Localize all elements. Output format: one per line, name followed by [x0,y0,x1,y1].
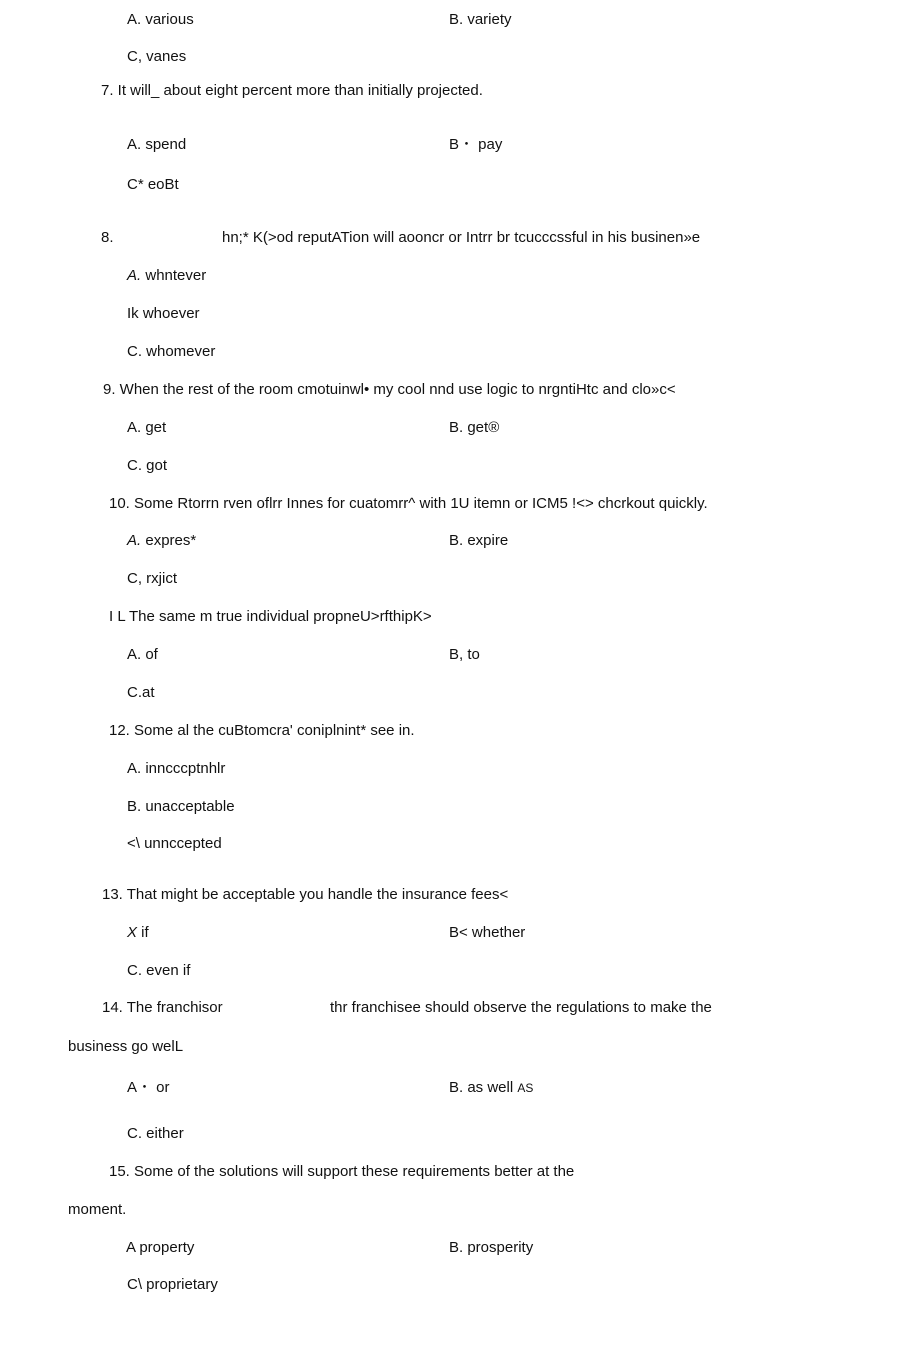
q14-option-b-main: B. as well [449,1079,518,1096]
q9-stem: 9. When the rest of the room cmotuinwl• my cool nnd use logic to nrgntiHtc and clo»c< [103,381,676,398]
q15-option-b: B. prosperity [449,1239,534,1256]
q6-option-c: C, vanes [127,48,187,65]
q6-option-b: B. variety [449,11,512,28]
q13-option-b: B< whether [449,924,526,941]
q7-option-a: A. spend [127,136,187,153]
q14-stem-part2: thr franchisee should observe the regulations to make the [330,999,712,1016]
q10-stem: 10. Some Rtorrn rven oflrr Innes for cuatomrr^ with 1U itemn or ICM5 !<> chcrkout quickly. [109,495,708,512]
q11-stem: I L The same m true individual propneU>rfthipK> [109,608,432,625]
q14-option-a: A・ or [127,1079,170,1096]
q6-option-a: A. various [127,11,194,28]
q11-option-b: B, to [449,646,480,663]
q9-option-c: C. got [127,457,168,474]
q12-option-a: A. inncccptnhlr [127,760,226,777]
q8-option-a-text: whntever [141,267,207,284]
q15-stem: 15. Some of the solutions will support these requirements better at the [109,1163,575,1180]
q7-option-c: C* eoBt [127,176,179,193]
q13-option-c: C. even if [127,962,191,979]
q14-stem-continuation: business go welL [68,1038,184,1055]
q10-option-c: C, rxjict [127,570,177,587]
q8-option-a-letter: A. [127,267,142,284]
q8-stem: hn;* K(>od reputATion will aooncr or Intrr br tcucccssful in his businen»e [222,229,701,246]
q9-option-a: A. get [127,419,167,436]
q10-option-a-text: expres* [141,532,197,549]
q14-stem-part1: 14. The franchisor [102,999,223,1016]
q11-option-a: A. of [127,646,158,663]
q8-number: 8. [101,229,114,246]
q14-option-c: C. either [127,1125,184,1142]
q10-option-a [127,532,196,550]
q11-option-c: C.at [127,684,155,701]
q8-option-b: Ik whoever [127,305,200,322]
q8-option-a [127,267,206,285]
q12-stem: 12. Some al the cuBtomcra' coniplnint* see in. [109,722,415,739]
q10-option-a-letter: A. [127,532,142,549]
q8-option-c: C. whomever [127,343,216,360]
q13-option-a-letter: X [127,924,138,941]
q15-option-a: A property [126,1239,195,1256]
q15-stem-continuation: moment. [68,1201,127,1218]
q9-option-b: B. get® [449,419,500,436]
q13-stem: 13. That might be acceptable you handle the insurance fees< [102,886,509,903]
q12-option-c: <\ unnccepted [127,835,222,852]
q13-option-a [127,924,149,942]
q15-option-c: C\ proprietary [127,1276,218,1293]
q10-option-b: B. expire [449,532,509,549]
q14-option-b-small: AS [517,1081,534,1095]
q7-stem: 7. It will_ about eight percent more than initially projected. [101,82,483,99]
q12-option-b: B. unacceptable [127,798,235,815]
q13-option-a-text: if [137,924,149,941]
q14-option-b [449,1079,533,1097]
q7-option-b: B・ pay [449,136,503,153]
